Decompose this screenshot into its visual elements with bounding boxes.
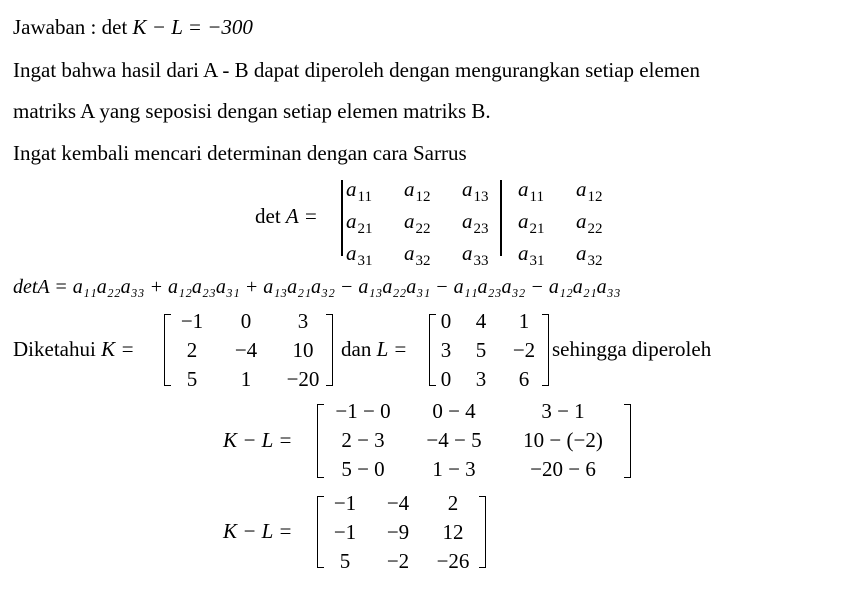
diff-matrix-cell: −1 − 0	[335, 399, 391, 423]
sarrus-cell	[510, 175, 576, 207]
intro-line-2: matriks A yang seposisi dengan setiap elemen matriks B.	[13, 99, 491, 123]
sarrus-left-bar	[341, 180, 343, 256]
sarrus-cell-subscript: 22	[587, 221, 603, 237]
sarrus-cell-subscript: 31	[529, 253, 545, 269]
sarrus-cell-subscript: 23	[473, 221, 489, 237]
sarrus-cell	[462, 207, 510, 239]
diff-matrix-cell: 10 − (−2)	[523, 428, 603, 452]
sarrus-cell	[346, 207, 404, 239]
sarrus-cell-subscript: 32	[587, 253, 603, 269]
k-matrix	[170, 307, 328, 394]
result-matrix	[323, 489, 477, 576]
sarrus-cell	[462, 175, 510, 207]
given-prefix-group	[13, 336, 135, 362]
answer-line	[13, 14, 253, 40]
sarrus-cell	[576, 175, 626, 207]
answer-prefix: Jawaban : det	[13, 15, 128, 39]
sarrus-cell	[346, 175, 404, 207]
sarrus-cell	[576, 239, 626, 271]
sarrus-cell-letter: a	[518, 241, 529, 265]
answer-expression: K − L = −300	[132, 15, 253, 39]
diff-matrix-cell: 0 − 4	[432, 399, 476, 423]
k-matrix-cell: 3	[297, 309, 309, 333]
sarrus-cell-letter: a	[576, 177, 587, 201]
sarrus-cell-letter: a	[346, 177, 357, 201]
given-middle-group	[341, 336, 407, 362]
sarrus-cell-subscript: 11	[529, 189, 544, 205]
result-matrix-cell: −4	[386, 491, 410, 515]
diff-matrix-cell: 2 − 3	[341, 428, 385, 452]
result-matrix-cell: 5	[339, 549, 351, 573]
result-matrix-cell: −1	[333, 491, 357, 515]
k-matrix-cell: 2	[186, 338, 198, 362]
sarrus-formula: detA = a₁₁a₂₂a₃₃ + a₁₂a₂₃a₃₁ + a₁₃a₂₁a₃₂ − a₁₃a₂₂a₃₁ − a₁₁a₂₃a₃₂ − a₁₂a₂₁a₃₃	[13, 276, 621, 298]
sarrus-cell-subscript: 11	[357, 189, 372, 205]
l-label: L =	[376, 337, 408, 361]
diff-matrix-cell: 1 − 3	[432, 457, 476, 481]
sarrus-lhs	[255, 203, 318, 229]
k-matrix-cell: −4	[234, 338, 258, 362]
sarrus-cell-subscript: 21	[529, 221, 545, 237]
k-matrix-cell: 0	[240, 309, 252, 333]
sarrus-cell-letter: a	[462, 209, 473, 233]
sarrus-cell-subscript: 12	[587, 189, 603, 205]
l-left-bracket	[429, 314, 436, 386]
l-matrix-cell: 6	[518, 367, 530, 391]
sarrus-cell	[404, 207, 462, 239]
l-matrix-cell: −2	[512, 338, 536, 362]
l-matrix-cell: 1	[518, 309, 530, 333]
result-matrix-cell: −26	[436, 549, 470, 573]
diff-matrix-cell: −4 − 5	[426, 428, 482, 452]
sarrus-cell-subscript: 21	[357, 221, 373, 237]
sarrus-cell-letter: a	[404, 209, 415, 233]
sarrus-cell-letter: a	[404, 241, 415, 265]
sarrus-cell	[404, 239, 462, 271]
sarrus-cell-letter: a	[462, 241, 473, 265]
l-matrix-cell: 0	[440, 367, 452, 391]
sarrus-cell-subscript: 12	[415, 189, 431, 205]
result-matrix-cell: 2	[447, 491, 459, 515]
diff-matrix-cell: −20 − 6	[530, 457, 596, 481]
k-matrix-cell: −1	[180, 309, 204, 333]
result-matrix-cell: −9	[386, 520, 410, 544]
given-middle: dan	[341, 337, 372, 361]
k-matrix-cell: 5	[186, 367, 198, 391]
sarrus-cell-letter: a	[518, 177, 529, 201]
result-label: K − L =	[223, 519, 293, 543]
intro-line-3: Ingat kembali mencari determinan dengan cara Sarrus	[13, 141, 467, 165]
sarrus-cell	[510, 207, 576, 239]
l-matrix	[436, 307, 542, 394]
l-matrix-cell: 3	[475, 367, 487, 391]
sarrus-cell-letter: a	[346, 241, 357, 265]
l-matrix-cell: 4	[475, 309, 487, 333]
sarrus-det-var: A =	[285, 204, 318, 228]
diff-matrix-cell: 3 − 1	[541, 399, 585, 423]
result-matrix-cell: 12	[442, 520, 464, 544]
sarrus-cell	[404, 175, 462, 207]
result-right-bracket	[479, 496, 486, 568]
diff-label: K − L =	[223, 428, 293, 452]
sarrus-cell	[346, 239, 404, 271]
sarrus-cell-letter: a	[576, 241, 587, 265]
sarrus-cell-letter: a	[576, 209, 587, 233]
result-matrix-cell: −2	[386, 549, 410, 573]
diff-right-bracket	[624, 404, 631, 478]
diff-matrix-cell: 5 − 0	[341, 457, 385, 481]
sarrus-cell	[576, 207, 626, 239]
sarrus-cell-letter: a	[404, 177, 415, 201]
sarrus-cell-subscript: 22	[415, 221, 431, 237]
k-label: K =	[101, 337, 135, 361]
sarrus-cell-letter: a	[518, 209, 529, 233]
given-prefix: Diketahui	[13, 337, 96, 361]
sarrus-cell-subscript: 33	[473, 253, 489, 269]
sarrus-det-label: det	[255, 204, 281, 228]
k-matrix-cell: −20	[286, 367, 320, 391]
intro-line-1: Ingat bahwa hasil dari A - B dapat diperoleh dengan mengurangkan setiap elemen	[13, 58, 700, 82]
sarrus-cell	[462, 239, 510, 271]
given-suffix: sehingga diperoleh	[552, 337, 712, 361]
l-matrix-cell: 5	[475, 338, 487, 362]
sarrus-cell-letter: a	[462, 177, 473, 201]
sarrus-cell	[510, 239, 576, 271]
diff-matrix	[323, 397, 621, 484]
sarrus-cell-subscript: 13	[473, 189, 489, 205]
l-matrix-cell: 0	[440, 309, 452, 333]
k-matrix-cell: 1	[240, 367, 252, 391]
sarrus-grid	[346, 175, 626, 271]
sarrus-cell-subscript: 32	[415, 253, 431, 269]
k-matrix-cell: 10	[292, 338, 314, 362]
sarrus-cell-letter: a	[346, 209, 357, 233]
result-matrix-cell: −1	[333, 520, 357, 544]
l-matrix-cell: 3	[440, 338, 452, 362]
l-right-bracket	[542, 314, 549, 386]
sarrus-cell-subscript: 31	[357, 253, 373, 269]
